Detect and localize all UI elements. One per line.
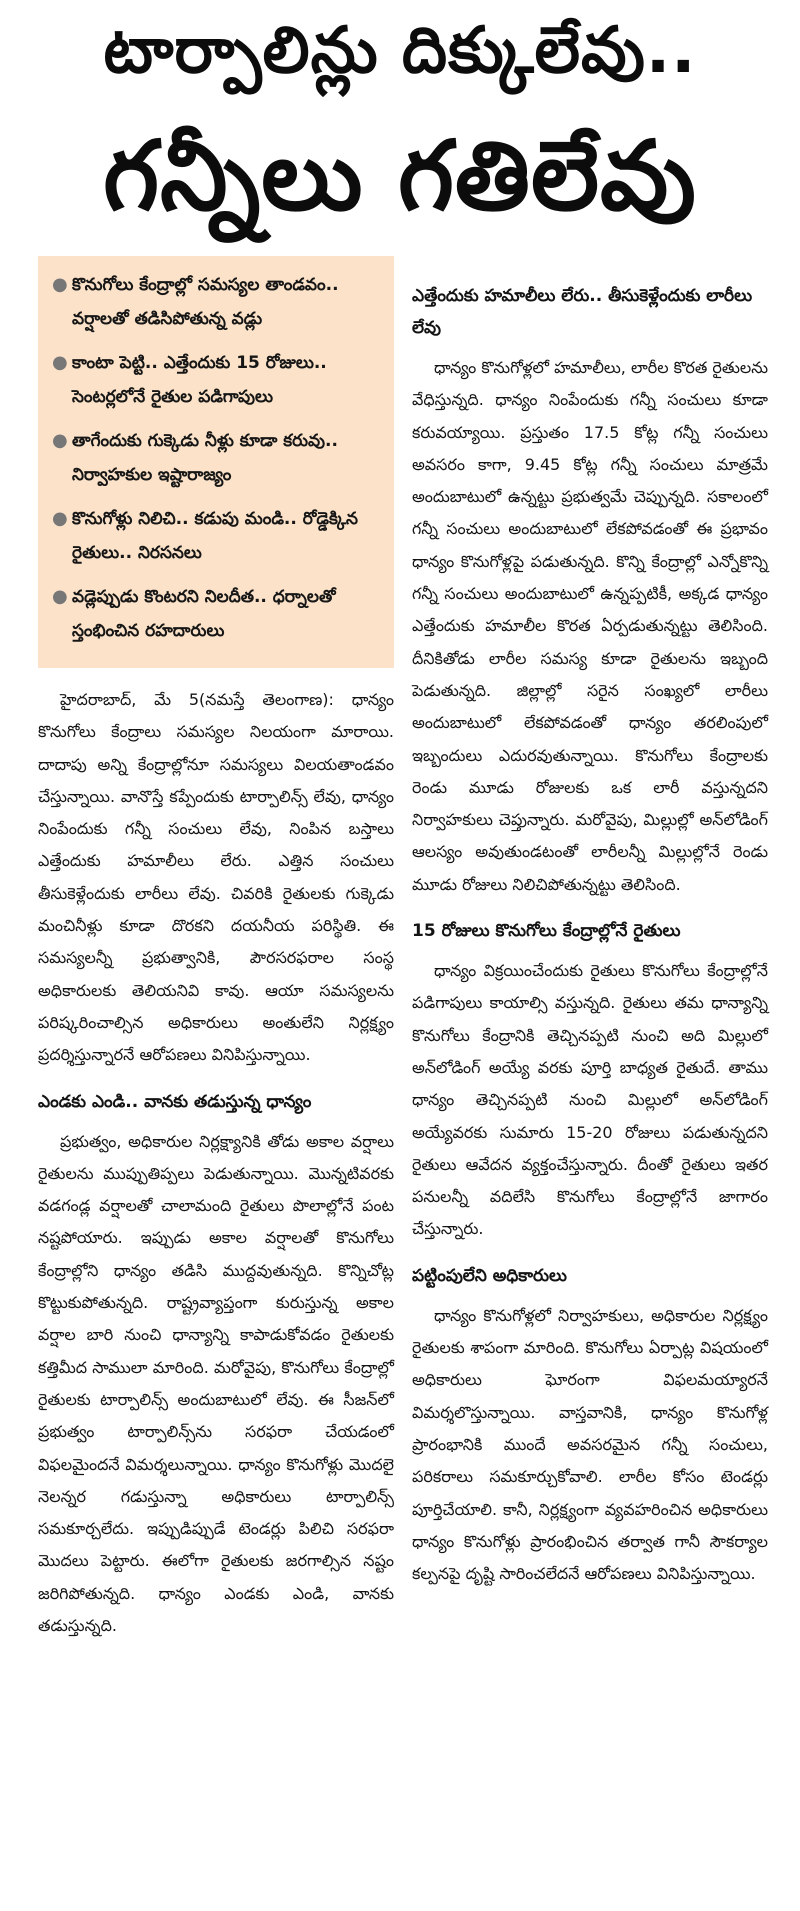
- highlight-text: వడ్లెప్పుడు కొంటరని నిలదీత.. ధర్నాలతో స్తంభించిన రహదారులు: [72, 587, 336, 641]
- body-paragraph: ధాన్యం కొనుగోళ్లలో హమాలీలు, లారీల కొరత రైతులను వేధిస్తున్నది. ధాన్యం నింపేందుకు గన్నీ సంచులు కూడా కరువయ్యాయి. ప్రస్తుతం 17.5 కోట్ల గన్నీ సంచులు అవసరం కాగా, 9.45 కోట్ల గన్నీ సంచులు మాత్రమే అందుబాటులో ఉన్నట్టు ప్రభుత్వమే చెప్పున్నది. సకాలంలో గన్నీ సంచులు అందుబాటులో లేకపోవడంతో ఈ ప్రభావం ధాన్యం కొనుగోళ్లపై పడుతున్నది. కొన్ని కేంద్రాల్లో ఎన్నోకొన్ని గన్నీ సంచులు అందుబాటులో ఉన్నప్పటికీ, అక్కడ ధాన్యం ఎత్తేందుకు హమాలీల కొరత ఏర్పడుతున్నట్టు తెలిసింది. దీనికితోడు లారీల సమస్య కూడా రైతులను ఇబ్బంది పెడుతున్నది. జిల్లాల్లో సరైన సంఖ్యలో లారీలు అందుబాటులో లేకపోవడంతో ధాన్యం తరలింపులో ఇబ్బందులు ఎదురవుతున్నాయి. కొనుగోలు కేంద్రాలకు రెండు మూడు రోజులకు ఒక లారీ వస్తున్నదని నిర్వాహకులు చెప్తున్నారు. మరోవైపు, మిల్లుల్లో అన్‌లోడింగ్ ఆలస్యం అవుతుండటంతో లారీలన్నీ మిల్లుల్లోనే రెండు మూడు రోజులు నిలిచిపోతున్నట్టు తెలిసింది.: [412, 358, 768, 894]
- left-column: [38, 256, 394, 1654]
- highlight-text: కొనుగోళ్లు నిలిచి.. కడుపు మండి.. రోడ్డెక్కిన రైతులు.. నిరసనలు: [72, 509, 358, 563]
- highlight-text: కొనుగోలు కేంద్రాల్లో సమస్యల తాండవం.. వర్షాలతో తడిసిపోతున్న వడ్లు: [72, 275, 339, 329]
- bullet-icon: ●: [52, 274, 68, 295]
- highlight-item: [52, 424, 384, 492]
- body-paragraph: ప్రభుత్వం, అధికారుల నిర్లక్ష్యానికి తోడు అకాల వర్షాలు రైతులను ముప్పుతిప్పలు పెడుతున్నాయి. మొన్నటివరకు వడగండ్ల వర్షాలతో చాలామంది రైతులు పొలాల్లోనే పంట నష్టపోయారు. ఇప్పుడు అకాల వర్షాలతో కొనుగోలు కేంద్రాల్లోని ధాన్యం తడిసి ముద్దవుతున్నది. కొన్నిచోట్ల కొట్టుకుపోతున్నది. రాష్ట్రవ్యాప్తంగా కురుస్తున్న అకాల వర్షాల బారి నుంచి ధాన్యాన్ని కాపాడుకోవడం రైతులకు కత్తిమీద సాములా మారింది. మరోవైపు, కొనుగోలు కేంద్రాల్లో రైతులకు టార్పాలిన్స్ అందుబాటులో లేవు. ఈ సీజన్‌లో ప్రభుత్వం టార్పాలిన్స్‌ను సరఫరా చేయడంలో విఫలమైందనే విమర్శలున్నాయి. ధాన్యం కొనుగోళ్లు మొదలై నెలన్నర గడుస్తున్నా అధికారులు టార్పాలిన్స్ సమకూర్చలేదు. ఇప్పుడిప్పుడే టెండర్లు పిలిచి సరఫరా మొదలు పెట్టారు. ఈలోగా రైతులకు జరగాల్సిన నష్టం జరిగిపోతున్నది. ధాన్యం ఎండకు ఎండి, వానకు తడుస్తున్నది.: [38, 1131, 394, 1636]
- bullet-icon: ●: [52, 430, 68, 451]
- bullet-icon: ●: [52, 508, 68, 529]
- bullet-icon: ●: [52, 586, 68, 607]
- highlight-item: [52, 268, 384, 336]
- highlight-text: కాంటా పెట్టి.. ఎత్తేందుకు 15 రోజులు.. సెంటర్లలోనే రైతుల పడిగాపులు: [72, 353, 327, 407]
- headline: [0, 0, 800, 246]
- highlight-item: [52, 502, 384, 570]
- section-heading: 15 రోజులు కొనుగోలు కేంద్రాల్లోనే రైతులు: [412, 921, 681, 942]
- highlight-item: [52, 580, 384, 648]
- highlight-item: [52, 346, 384, 414]
- highlight-text: తాగేందుకు గుక్కెడు నీళ్లు కూడా కరువు.. నిర్వాహకుల ఇష్టారాజ్యం: [72, 431, 338, 485]
- body-paragraph: ధాన్యం కొనుగోళ్లలో నిర్వాహకులు, అధికారుల నిర్లక్ష్యం రైతులకు శాపంగా మారింది. కొనుగోలు ఏర్పాట్ల విషయంలో అధికారులు ఘోరంగా విఫలమయ్యారనే విమర్శలొస్తున్నాయి. వాస్తవానికి, ధాన్యం కొనుగోళ్ల ప్రారంభానికి ముందే అవసరమైన గన్నీ సంచులు, పరికరాలు సమకూర్చుకోవాలి. లారీల కోసం టెండర్లు పూర్తిచేయాలి. కానీ, నిర్లక్ష్యంగా వ్యవహరించిన అధికారులు ధాన్యం కొనుగోళ్లు ప్రారంభించిన తర్వాత గానీ సౌకర్యాల కల్పనపై దృష్టి సారించలేదనే ఆరోపణలు వినిపిస్తున్నాయి.: [412, 1305, 768, 1584]
- right-column: [412, 256, 768, 1602]
- section-heading: పట్టింపులేని అధికారులు: [412, 1265, 567, 1286]
- body-paragraph: ధాన్యం విక్రయించేందుకు రైతులు కొనుగోలు కేంద్రాల్లోనే పడిగాపులు కాయాల్సి వస్తున్నది. రైతులు తమ ధాన్యాన్ని కొనుగోలు కేంద్రానికి తెచ్చినప్పటి నుంచి అది మిల్లులో అన్‌లోడింగ్ అయ్యే వరకు పూర్తి బాధ్యత రైతుదే. తాము ధాన్యం తెచ్చినప్పటి నుంచి మిల్లులో అన్‌లోడింగ్ అయ్యేవరకు సుమారు 15-20 రోజులు పడుతున్నదని రైతులు ఆవేదన వ్యక్తంచేస్తున్నారు. దీంతో రైతులు ఇతర పనులన్నీ వదిలేసి కొనుగోలు కేంద్రాల్లోనే జాగారం చేస్తున్నారు.: [412, 961, 768, 1239]
- highlights-box: [38, 256, 394, 668]
- bullet-icon: ●: [52, 352, 68, 373]
- intro-paragraph: హైదరాబాద్, మే 5(నమస్తే తెలంగాణ): ధాన్యం కొనుగోలు కేంద్రాలు సమస్యల నిలయంగా మారాయి. దాదాపు అన్ని కేంద్రాల్లోనూ సమస్యలు విలయతాండవం చేస్తున్నాయి. వానొస్తే కప్పేందుకు టార్పాలిన్స్ లేవు, ధాన్యం నింపేందుకు గన్నీ సంచులు లేవు, నింపిన బస్తాలు ఎత్తేందుకు హమాలీలు లేరు. ఎత్తిన సంచులు తీసుకెళ్లేందుకు లారీలు లేవు. చివరికి రైతులకు గుక్కెడు మంచినీళ్లు కూడా దొరకని దయనీయ పరిస్థితి. ఈ సమస్యలన్నీ ప్రభుత్వానికి, పౌరసరఫరాల సంస్థ అధికారులకు తెలియనివి కావు. ఆయా సమస్యలను పరిష్కరించాల్సిన అధికారులు అంతులేని నిర్లక్ష్యం ప్రదర్శిస్తున్నారనే ఆరోపణలు వినిపిస్తున్నాయి.: [38, 690, 394, 1065]
- headline-line-2: గన్నీలు గతిలేవు: [103, 120, 697, 232]
- headline-line-1: టార్పాలిన్లు దిక్కులేవు..: [103, 14, 697, 88]
- section-heading: ఎత్తేందుకు హమాలీలు లేరు.. తీసుకెళ్లేందుకు లారీలు లేవు: [412, 286, 753, 338]
- section-heading: ఎండకు ఎండి.. వానకు తడుస్తున్న ధాన్యం: [38, 1091, 312, 1112]
